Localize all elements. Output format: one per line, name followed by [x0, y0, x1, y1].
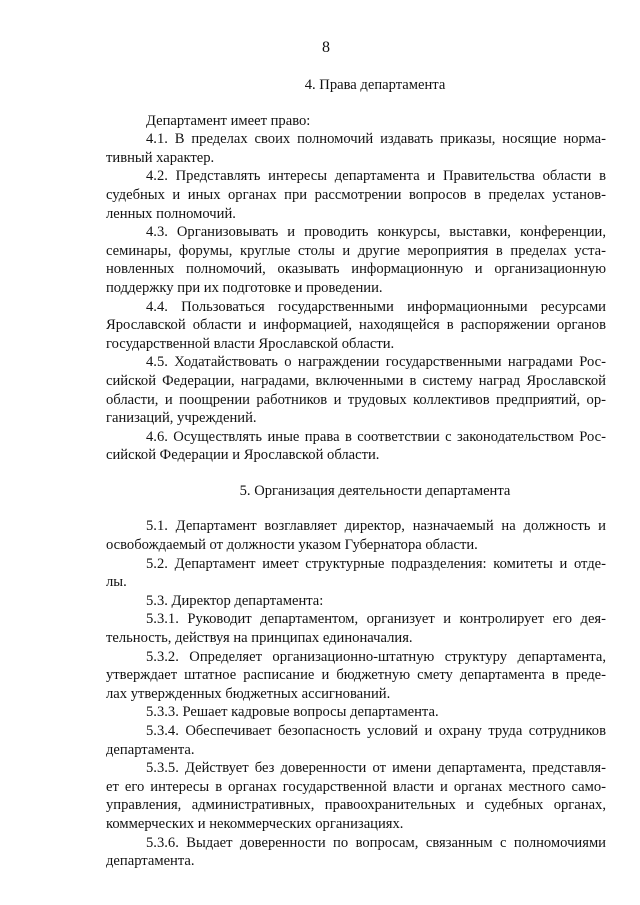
text-line: освобождаемый от должности указом Губернатора области. [106, 537, 478, 554]
text-line: коммерческих и некоммерческих организациях. [106, 815, 404, 832]
text-line: 5.2. Департамент имеет структурные подразделения: комитеты и отде- [146, 555, 606, 572]
text-line: 5.3.4. Обеспечивает безопасность условий и охрану труда сотрудников [146, 723, 606, 739]
document-body [106, 76, 606, 871]
text-line: сийской Федерации и Ярославской области. [106, 447, 380, 464]
text-line: ет его интересы в органах государственной власти и органах местного само- [106, 778, 606, 795]
section-4-heading: 4. Права департамента [304, 77, 446, 93]
text-line: области, и поощрении работников и трудовых коллективов предприятий, ор- [106, 391, 606, 408]
text-line: тельность, действуя на принципах единоначалия. [106, 630, 413, 647]
text-line: ганизаций, учреждений. [106, 410, 257, 427]
text-line: 5.3.5. Действует без доверенности от имени департамента, представля- [146, 760, 606, 777]
text-line: судебных и иных органах при рассмотрении вопросов в пределах установ- [106, 186, 606, 203]
text-line: 4.2. Представлять интересы департамента и Правительства области в [146, 168, 606, 185]
text-line: департамента. [106, 853, 195, 870]
text-line: ленных полномочий. [106, 205, 236, 222]
text-line: Ярославской области и информацией, находящейся в распоряжении органов [106, 317, 606, 334]
text-line: тивный характер. [106, 149, 215, 166]
text-line: 4.6. Осуществлять иные права в соответствии с законодательством Рос- [146, 428, 606, 445]
text-line: 5.3. Директор департамента: [146, 592, 324, 609]
text-line: новленных полномочий, оказывать информационную и организационную [106, 261, 606, 278]
text-line: утверждает штатное расписание и бюджетную смету департамента в преде- [106, 667, 606, 684]
page-number: 8 [322, 39, 330, 56]
text-line: департамента. [106, 741, 195, 758]
text-line: Департамент имеет право: [146, 112, 311, 129]
text-line: 5.1. Департамент возглавляет директор, назначаемый на должность и [146, 518, 606, 535]
text-line: семинары, форумы, круглые столы и другие мероприятия в пределах уста- [106, 242, 606, 259]
section-5-body [106, 517, 606, 870]
text-line: 4.4. Пользоваться государственными информационными ресурсами [146, 298, 606, 315]
section-5-heading: 5. Организация деятельности департамента [239, 482, 511, 499]
text-line: сийской Федерации, наградами, включенными в систему наград Ярославской [106, 372, 606, 389]
text-line: 4.3. Организовывать и проводить конкурсы, выставки, конференции, [146, 224, 606, 241]
text-line: 5.3.6. Выдает доверенности по вопросам, связанным с полномочиями [146, 834, 606, 851]
text-line: 5.3.2. Определяет организационно-штатную структуру департамента, [146, 648, 606, 665]
text-line: 5.3.1. Руководит департаментом, организует и контролирует его дея- [146, 611, 606, 628]
text-line: 5.3.3. Решает кадровые вопросы департамента. [146, 704, 439, 721]
section-4-body [106, 112, 606, 465]
text-line: 4.5. Ходатайствовать о награждении государственными наградами Рос- [146, 354, 606, 371]
text-line: управления, административных, правоохранительных и судебных органах, [106, 797, 606, 814]
text-line: государственной власти Ярославской области. [106, 335, 395, 352]
text-line: лы. [106, 574, 127, 591]
text-line: лах утвержденных бюджетных ассигнований. [106, 685, 391, 702]
text-line: 4.1. В пределах своих полномочий издавать приказы, носящие норма- [146, 131, 606, 148]
text-line: поддержку при их подготовке и проведении. [106, 279, 383, 296]
